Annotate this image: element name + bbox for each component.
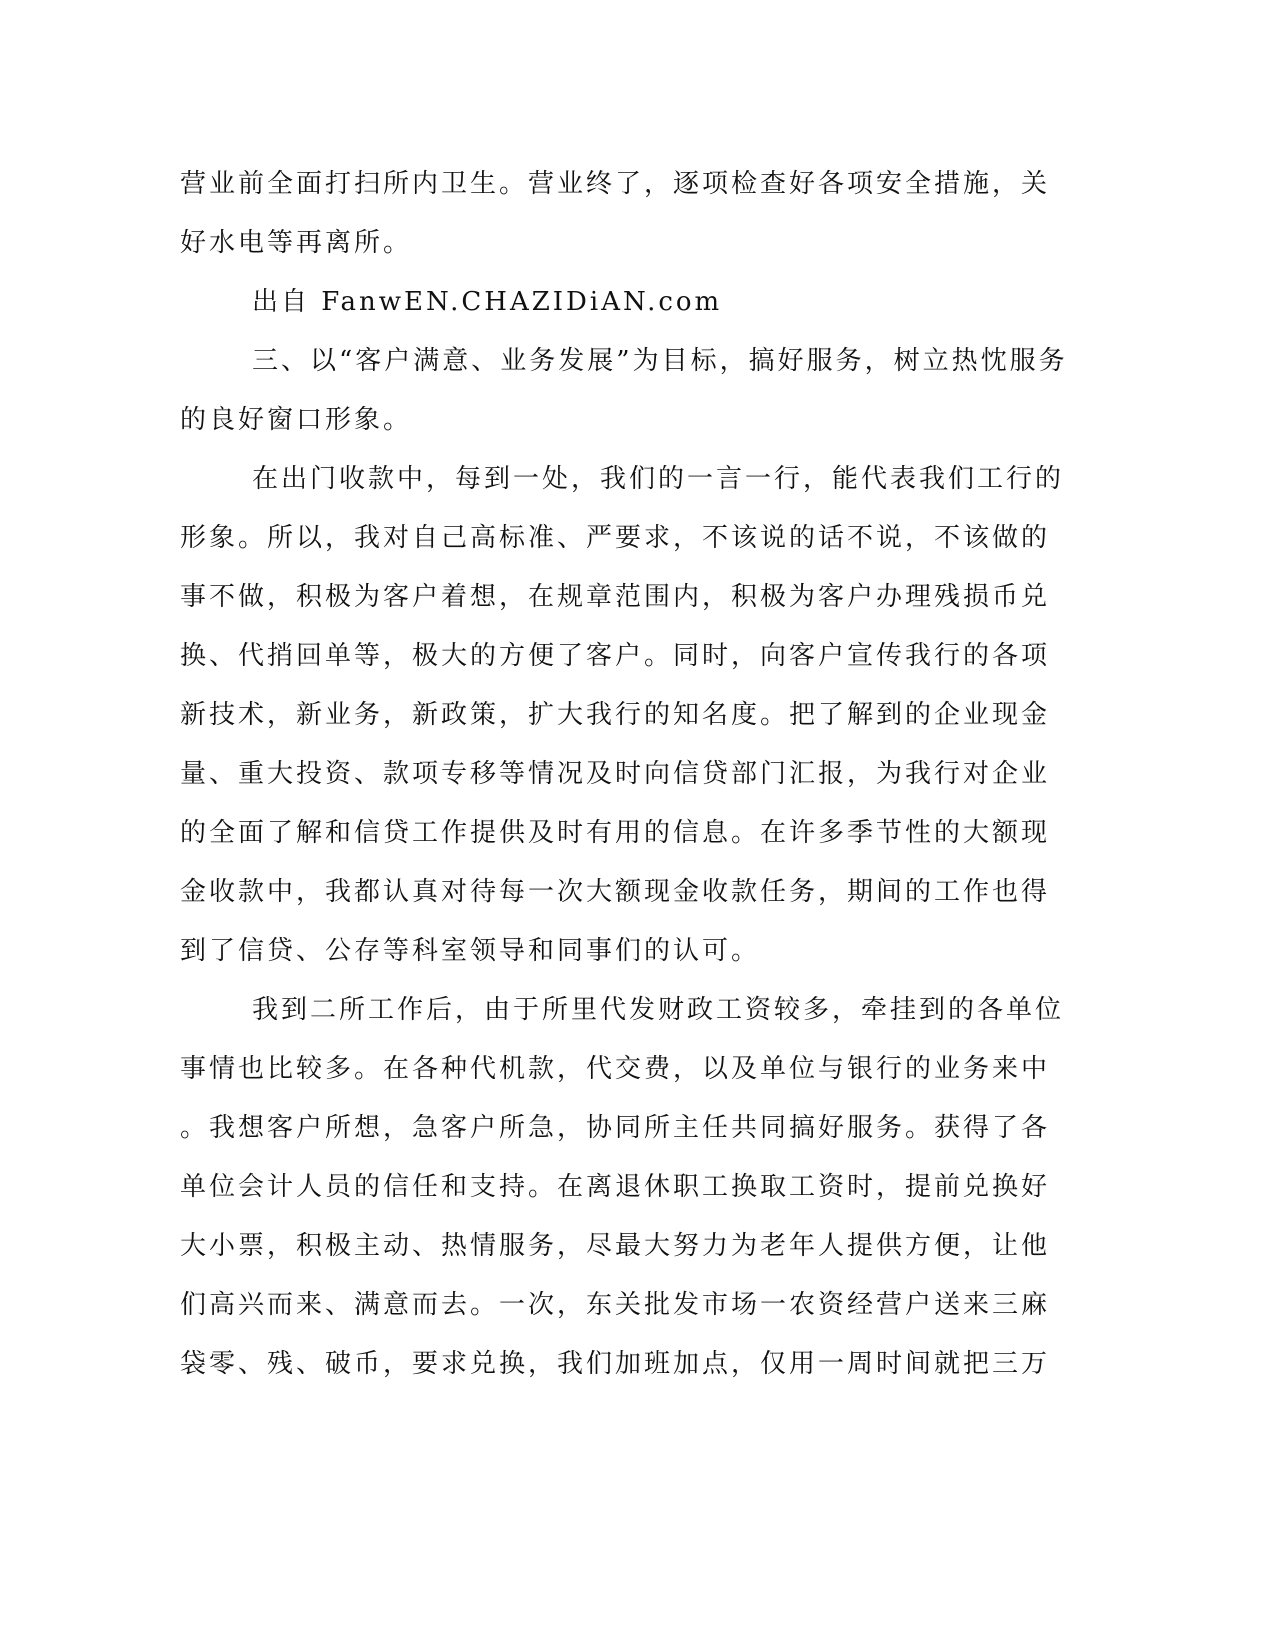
text-line: 袋零、残、破币，要求兑换，我们加班加点，仅用一周时间就把三万 [180, 1349, 1051, 1379]
section-heading: 三、以“客户满意、业务发展”为目标，搞好服务，树立热忱服务 [252, 346, 1068, 376]
text-line: 的良好窗口形象。 [180, 405, 413, 435]
text-line: 事不做，积极为客户着想，在规章范围内，积极为客户办理残损币兑 [180, 582, 1051, 612]
text-line: 单位会计人员的信任和支持。在离退休职工换取工资时，提前兑换好 [180, 1172, 1051, 1202]
text-line: 我到二所工作后，由于所里代发财政工资较多，牵挂到的各单位 [252, 995, 1065, 1025]
text-line: 大小票，积极主动、热情服务，尽最大努力为老年人提供方便，让他 [180, 1231, 1051, 1261]
text-line: 新技术，新业务，新政策，扩大我行的知名度。把了解到的企业现金 [180, 700, 1051, 730]
text-line: 金收款中，我都认真对待每一次大额现金收款任务，期间的工作也得 [180, 877, 1051, 907]
text-line: 换、代捎回单等，极大的方便了客户。同时，向客户宣传我行的各项 [180, 641, 1051, 671]
text-line: 的全面了解和信贷工作提供及时有用的信息。在许多季节性的大额现 [180, 818, 1051, 848]
text-line: 在出门收款中，每到一处，我们的一言一行，能代表我们工行的 [252, 464, 1065, 494]
text-line: 。我想客户所想，急客户所急，协同所主任共同搞好服务。获得了各 [180, 1113, 1051, 1143]
text-line: 们高兴而来、满意而去。一次，东关批发市场一农资经营户送来三麻 [180, 1290, 1051, 1320]
text-line: 营业前全面打扫所内卫生。营业终了，逐项检查好各项安全措施，关 [180, 169, 1051, 199]
text-line: 形象。所以，我对自己高标准、严要求，不该说的话不说，不该做的 [180, 523, 1051, 553]
source-note: 出自 FanwEN.CHAZIDiAN.com [252, 287, 723, 317]
text-line: 到了信贷、公存等科室领导和同事们的认可。 [180, 936, 761, 966]
text-line: 好水电等再离所。 [180, 228, 413, 258]
document-body [180, 155, 1068, 1394]
text-line: 事情也比较多。在各种代机款，代交费，以及单位与银行的业务来中 [180, 1054, 1051, 1084]
text-line: 量、重大投资、款项专移等情况及时向信贷部门汇报，为我行对企业 [180, 759, 1051, 789]
